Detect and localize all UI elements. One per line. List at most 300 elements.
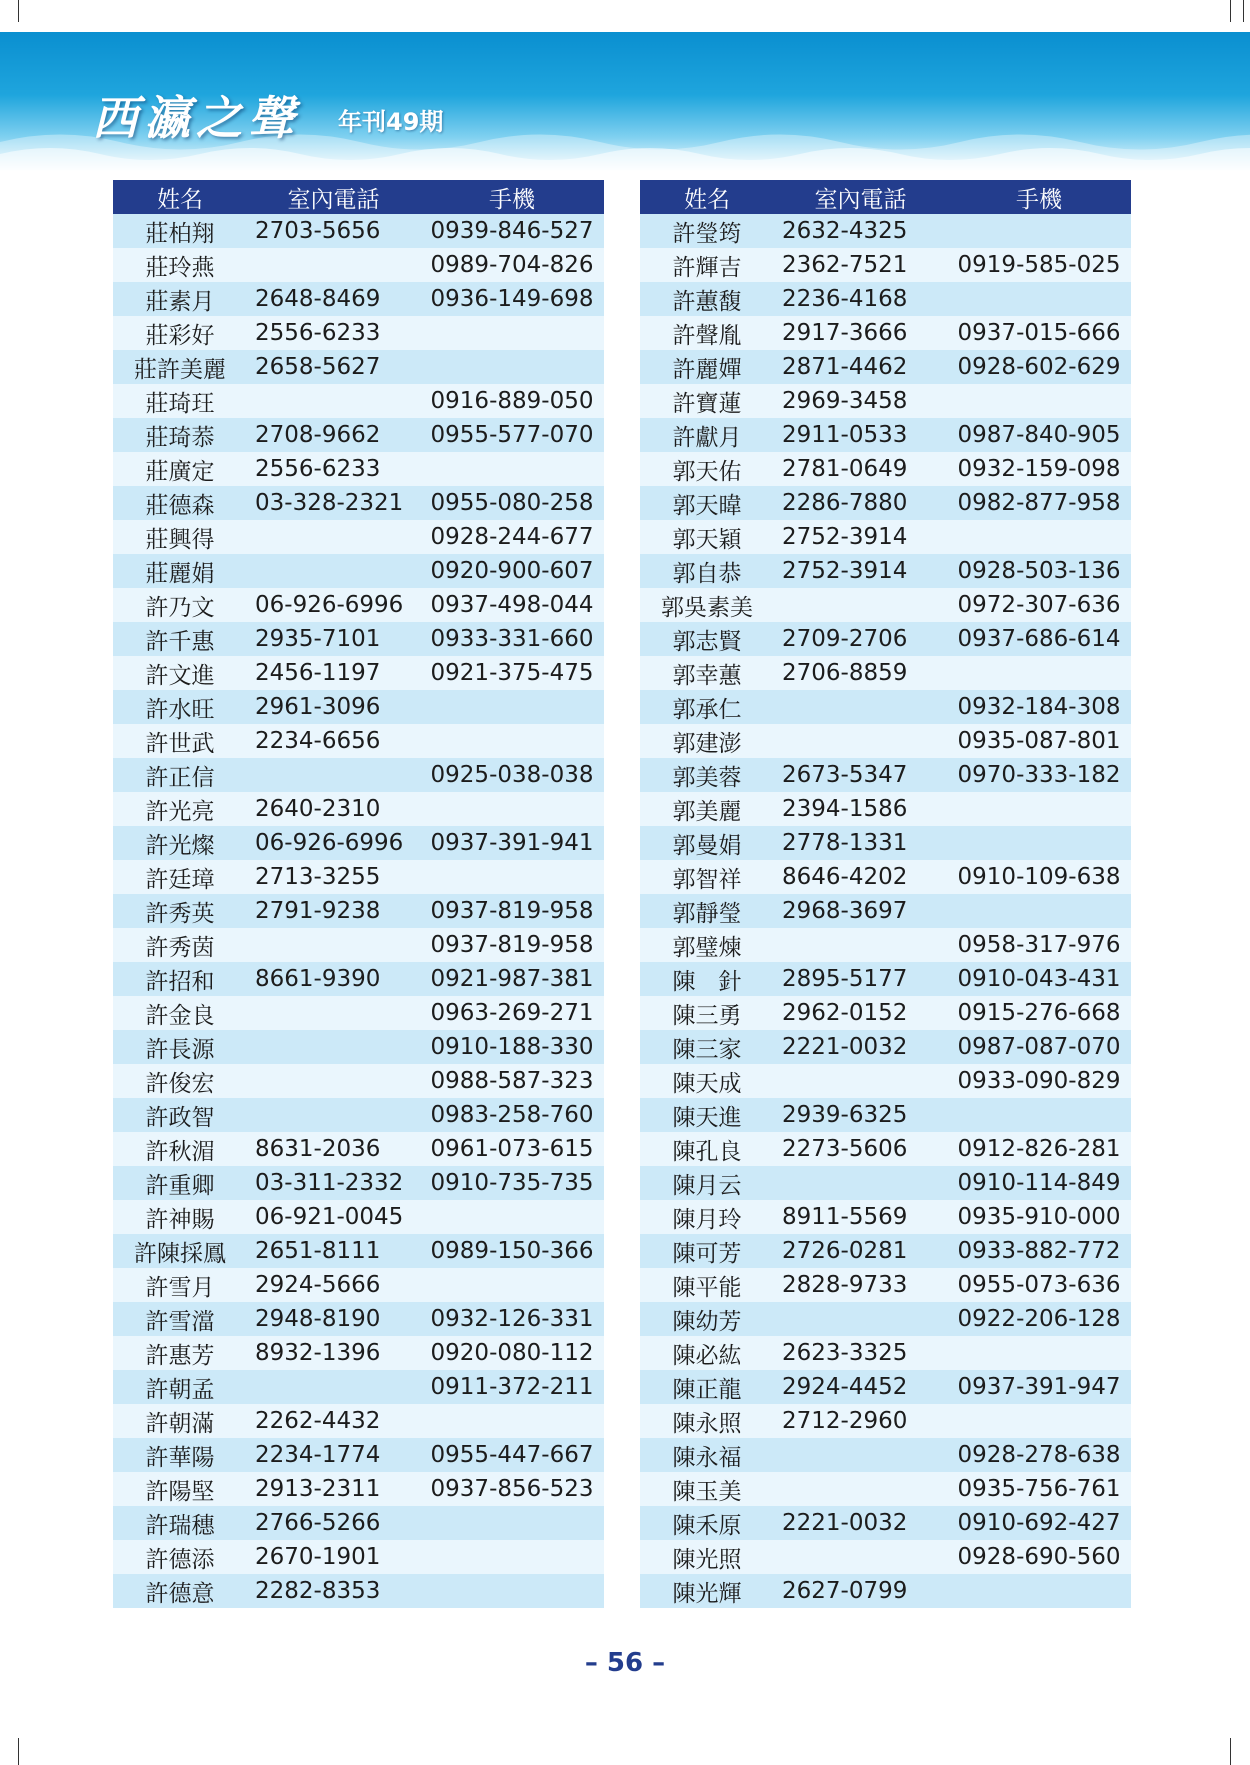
table-row xyxy=(640,928,1131,962)
mobile-cell: 0937-819-958 xyxy=(420,928,604,962)
tel-cell: 2948-8190 xyxy=(247,1302,420,1336)
name-cell: 陳平能 xyxy=(640,1268,774,1302)
name-cell: 郭自恭 xyxy=(640,554,774,588)
tel-cell: 2556-6233 xyxy=(247,316,420,350)
table-row xyxy=(640,1404,1131,1438)
tel-cell xyxy=(247,384,420,418)
table-row xyxy=(640,792,1131,826)
mobile-cell: 0933-090-829 xyxy=(947,1064,1131,1098)
tel-cell: 2828-9733 xyxy=(774,1268,947,1302)
tel-cell: 2917-3666 xyxy=(774,316,947,350)
name-cell: 郭天暐 xyxy=(640,486,774,520)
crop-mark xyxy=(18,0,19,22)
table-row xyxy=(113,928,604,962)
mobile-cell: 0955-073-636 xyxy=(947,1268,1131,1302)
name-cell: 陳玉美 xyxy=(640,1472,774,1506)
mobile-cell: 0912-826-281 xyxy=(947,1132,1131,1166)
mobile-cell xyxy=(420,350,604,384)
mobile-cell: 0983-258-760 xyxy=(420,1098,604,1132)
mobile-cell: 0910-114-849 xyxy=(947,1166,1131,1200)
mobile-cell: 0925-038-038 xyxy=(420,758,604,792)
mobile-cell: 0928-244-677 xyxy=(420,520,604,554)
table-row xyxy=(113,418,604,452)
table-row xyxy=(640,622,1131,656)
name-cell: 許光燦 xyxy=(113,826,247,860)
name-cell: 陳天成 xyxy=(640,1064,774,1098)
mobile-cell xyxy=(947,1404,1131,1438)
tel-cell: 2648-8469 xyxy=(247,282,420,316)
mobile-cell: 0932-126-331 xyxy=(420,1302,604,1336)
name-cell: 陳天進 xyxy=(640,1098,774,1132)
table-row xyxy=(113,826,604,860)
mobile-cell xyxy=(420,1404,604,1438)
mobile-cell: 0910-109-638 xyxy=(947,860,1131,894)
mobile-cell: 0937-856-523 xyxy=(420,1472,604,1506)
column-header-tel: 室內電話 xyxy=(247,180,420,214)
mobile-cell: 0933-882-772 xyxy=(947,1234,1131,1268)
name-cell: 許世武 xyxy=(113,724,247,758)
table-row xyxy=(640,1540,1131,1574)
table-row xyxy=(113,1234,604,1268)
table-row xyxy=(113,758,604,792)
mobile-cell: 0963-269-271 xyxy=(420,996,604,1030)
table-row xyxy=(113,1098,604,1132)
tel-cell: 03-311-2332 xyxy=(247,1166,420,1200)
tel-cell: 2791-9238 xyxy=(247,894,420,928)
mobile-cell: 0937-819-958 xyxy=(420,894,604,928)
tel-cell: 8661-9390 xyxy=(247,962,420,996)
table-row xyxy=(113,384,604,418)
tel-cell: 8631-2036 xyxy=(247,1132,420,1166)
tel-cell xyxy=(774,1438,947,1472)
table-row xyxy=(640,520,1131,554)
table-row xyxy=(113,1438,604,1472)
name-cell: 郭曼娟 xyxy=(640,826,774,860)
name-cell: 許瑞穗 xyxy=(113,1506,247,1540)
name-cell: 許蕙馥 xyxy=(640,282,774,316)
tel-cell: 2895-5177 xyxy=(774,962,947,996)
tel-cell: 2623-3325 xyxy=(774,1336,947,1370)
mobile-cell xyxy=(947,1336,1131,1370)
mobile-cell: 0928-690-560 xyxy=(947,1540,1131,1574)
table-row xyxy=(640,214,1131,248)
table-row xyxy=(113,316,604,350)
name-cell: 許重卿 xyxy=(113,1166,247,1200)
tel-cell xyxy=(774,690,947,724)
tel-cell: 2939-6325 xyxy=(774,1098,947,1132)
tel-cell: 03-328-2321 xyxy=(247,486,420,520)
mobile-cell: 0937-391-941 xyxy=(420,826,604,860)
tel-cell: 2713-3255 xyxy=(247,860,420,894)
column-header-mobile: 手機 xyxy=(947,180,1131,214)
name-cell: 莊玲燕 xyxy=(113,248,247,282)
table-row xyxy=(640,1166,1131,1200)
table-row xyxy=(113,588,604,622)
table-row xyxy=(640,248,1131,282)
mobile-cell: 0961-073-615 xyxy=(420,1132,604,1166)
magazine-title: 西瀛之聲 xyxy=(92,91,300,145)
tel-cell: 2221-0032 xyxy=(774,1506,947,1540)
tel-cell: 2752-3914 xyxy=(774,554,947,588)
name-cell: 郭美蓉 xyxy=(640,758,774,792)
name-cell: 陳三勇 xyxy=(640,996,774,1030)
table-row xyxy=(640,1370,1131,1404)
name-cell: 許俊宏 xyxy=(113,1064,247,1098)
tel-cell xyxy=(774,1540,947,1574)
tel-cell: 2924-5666 xyxy=(247,1268,420,1302)
tel-cell: 2394-1586 xyxy=(774,792,947,826)
name-cell: 許陽堅 xyxy=(113,1472,247,1506)
tel-cell: 2766-5266 xyxy=(247,1506,420,1540)
mobile-cell: 0937-498-044 xyxy=(420,588,604,622)
tel-cell xyxy=(247,554,420,588)
mobile-cell: 0937-015-666 xyxy=(947,316,1131,350)
name-cell: 許獻月 xyxy=(640,418,774,452)
mobile-cell: 0989-150-366 xyxy=(420,1234,604,1268)
mobile-cell: 0910-735-735 xyxy=(420,1166,604,1200)
tel-cell: 2962-0152 xyxy=(774,996,947,1030)
table-row xyxy=(640,1574,1131,1608)
name-cell: 莊彩好 xyxy=(113,316,247,350)
tel-cell: 2752-3914 xyxy=(774,520,947,554)
mobile-cell: 0915-276-668 xyxy=(947,996,1131,1030)
table-row xyxy=(113,248,604,282)
name-cell: 許招和 xyxy=(113,962,247,996)
tel-cell xyxy=(774,724,947,758)
table-row xyxy=(113,1472,604,1506)
table-row xyxy=(113,1404,604,1438)
mobile-cell xyxy=(947,792,1131,826)
name-cell: 許瑩筠 xyxy=(640,214,774,248)
name-cell: 許乃文 xyxy=(113,588,247,622)
name-cell: 陳光輝 xyxy=(640,1574,774,1608)
mobile-cell: 0920-080-112 xyxy=(420,1336,604,1370)
table-row xyxy=(640,826,1131,860)
mobile-cell: 0928-278-638 xyxy=(947,1438,1131,1472)
mobile-cell: 0937-686-614 xyxy=(947,622,1131,656)
name-cell: 陳可芳 xyxy=(640,1234,774,1268)
name-cell: 郭承仁 xyxy=(640,690,774,724)
name-cell: 許寶蓮 xyxy=(640,384,774,418)
tel-cell: 06-921-0045 xyxy=(247,1200,420,1234)
name-cell: 陳幼芳 xyxy=(640,1302,774,1336)
tel-cell: 2673-5347 xyxy=(774,758,947,792)
tel-cell xyxy=(774,1064,947,1098)
table-row xyxy=(640,758,1131,792)
tel-cell: 2911-0533 xyxy=(774,418,947,452)
tel-cell: 2632-4325 xyxy=(774,214,947,248)
table-row xyxy=(640,282,1131,316)
name-cell: 郭吳素美 xyxy=(640,588,774,622)
mobile-cell: 0920-900-607 xyxy=(420,554,604,588)
mobile-cell: 0955-080-258 xyxy=(420,486,604,520)
name-cell: 莊德森 xyxy=(113,486,247,520)
table-row xyxy=(640,486,1131,520)
table-row xyxy=(640,554,1131,588)
name-cell: 許正信 xyxy=(113,758,247,792)
tel-cell xyxy=(247,1030,420,1064)
tel-cell: 2703-5656 xyxy=(247,214,420,248)
name-cell: 郭天佑 xyxy=(640,452,774,486)
tel-cell: 2706-8859 xyxy=(774,656,947,690)
name-cell: 陳 針 xyxy=(640,962,774,996)
name-cell: 陳正龍 xyxy=(640,1370,774,1404)
name-cell: 陳永福 xyxy=(640,1438,774,1472)
mobile-cell: 0982-877-958 xyxy=(947,486,1131,520)
name-cell: 許輝吉 xyxy=(640,248,774,282)
tel-cell xyxy=(247,520,420,554)
table-row xyxy=(640,452,1131,486)
mobile-cell xyxy=(420,1506,604,1540)
tel-cell: 8911-5569 xyxy=(774,1200,947,1234)
mobile-cell xyxy=(420,1540,604,1574)
table-row xyxy=(113,1574,604,1608)
column-header-mobile: 手機 xyxy=(420,180,604,214)
mobile-cell xyxy=(947,656,1131,690)
name-cell: 郭美麗 xyxy=(640,792,774,826)
name-cell: 許水旺 xyxy=(113,690,247,724)
crop-mark xyxy=(18,1738,19,1765)
mobile-cell xyxy=(420,1268,604,1302)
tel-cell: 2968-3697 xyxy=(774,894,947,928)
table-row xyxy=(640,656,1131,690)
mobile-cell xyxy=(947,894,1131,928)
table-row xyxy=(640,1234,1131,1268)
table-row xyxy=(113,554,604,588)
tel-cell: 2286-7880 xyxy=(774,486,947,520)
name-cell: 許德添 xyxy=(113,1540,247,1574)
mobile-cell xyxy=(420,724,604,758)
name-cell: 莊麗娟 xyxy=(113,554,247,588)
tel-cell: 2234-1774 xyxy=(247,1438,420,1472)
name-cell: 陳孔良 xyxy=(640,1132,774,1166)
tel-cell: 2234-6656 xyxy=(247,724,420,758)
table-row xyxy=(113,214,604,248)
tel-cell xyxy=(247,1098,420,1132)
table-row xyxy=(113,622,604,656)
tel-cell xyxy=(247,996,420,1030)
table-row xyxy=(113,1030,604,1064)
mobile-cell xyxy=(420,316,604,350)
table-row xyxy=(113,1370,604,1404)
name-cell: 郭靜瑩 xyxy=(640,894,774,928)
name-cell: 郭璧煉 xyxy=(640,928,774,962)
table-row xyxy=(113,1506,604,1540)
table-row xyxy=(113,690,604,724)
name-cell: 郭智祥 xyxy=(640,860,774,894)
tel-cell xyxy=(247,1064,420,1098)
name-cell: 莊廣定 xyxy=(113,452,247,486)
mobile-cell: 0935-910-000 xyxy=(947,1200,1131,1234)
table-row xyxy=(113,1132,604,1166)
table-row xyxy=(640,1336,1131,1370)
mobile-cell: 0910-692-427 xyxy=(947,1506,1131,1540)
mobile-cell: 0955-447-667 xyxy=(420,1438,604,1472)
table-row xyxy=(113,860,604,894)
tel-cell xyxy=(774,1472,947,1506)
table-row xyxy=(113,282,604,316)
name-cell: 陳必紘 xyxy=(640,1336,774,1370)
tel-cell: 2236-4168 xyxy=(774,282,947,316)
name-cell: 郭志賢 xyxy=(640,622,774,656)
name-cell: 許德意 xyxy=(113,1574,247,1608)
tel-cell: 2961-3096 xyxy=(247,690,420,724)
table-row xyxy=(640,588,1131,622)
table-row xyxy=(113,1200,604,1234)
table-row xyxy=(113,1268,604,1302)
name-cell: 許麗嬋 xyxy=(640,350,774,384)
mobile-cell xyxy=(420,690,604,724)
name-cell: 許秀英 xyxy=(113,894,247,928)
tel-cell: 2935-7101 xyxy=(247,622,420,656)
table-row xyxy=(113,1302,604,1336)
mobile-cell: 0910-043-431 xyxy=(947,962,1131,996)
tel-cell xyxy=(774,1166,947,1200)
mobile-cell: 0928-503-136 xyxy=(947,554,1131,588)
mobile-cell xyxy=(420,1200,604,1234)
mobile-cell xyxy=(947,384,1131,418)
mobile-cell: 0933-331-660 xyxy=(420,622,604,656)
directory-table-left xyxy=(113,180,604,1608)
table-row xyxy=(113,724,604,758)
name-cell: 郭天穎 xyxy=(640,520,774,554)
table-row xyxy=(113,486,604,520)
table-row xyxy=(113,996,604,1030)
mobile-cell: 0972-307-636 xyxy=(947,588,1131,622)
tel-cell: 2262-4432 xyxy=(247,1404,420,1438)
table-row xyxy=(640,962,1131,996)
page-number: – 56 – xyxy=(584,1648,666,1678)
tel-cell: 2456-1197 xyxy=(247,656,420,690)
mobile-cell: 0989-704-826 xyxy=(420,248,604,282)
mobile-cell: 0922-206-128 xyxy=(947,1302,1131,1336)
table-row xyxy=(640,350,1131,384)
name-cell: 莊柏翔 xyxy=(113,214,247,248)
name-cell: 莊素月 xyxy=(113,282,247,316)
mobile-cell: 0921-987-381 xyxy=(420,962,604,996)
name-cell: 許金良 xyxy=(113,996,247,1030)
mobile-cell: 0939-846-527 xyxy=(420,214,604,248)
name-cell: 許千惠 xyxy=(113,622,247,656)
mobile-cell: 0935-087-801 xyxy=(947,724,1131,758)
table-row xyxy=(640,894,1131,928)
table-row xyxy=(640,418,1131,452)
crop-mark xyxy=(1243,0,1244,22)
tel-cell: 2658-5627 xyxy=(247,350,420,384)
tel-cell xyxy=(774,928,947,962)
mobile-cell: 0955-577-070 xyxy=(420,418,604,452)
mobile-cell xyxy=(947,520,1131,554)
tel-cell: 2221-0032 xyxy=(774,1030,947,1064)
table-row xyxy=(640,724,1131,758)
name-cell: 陳禾原 xyxy=(640,1506,774,1540)
tel-cell: 2273-5606 xyxy=(774,1132,947,1166)
tel-cell: 2781-0649 xyxy=(774,452,947,486)
table-row xyxy=(113,1336,604,1370)
table-row xyxy=(113,1540,604,1574)
column-header-tel: 室內電話 xyxy=(774,180,947,214)
column-header-name: 姓名 xyxy=(640,180,774,214)
tel-cell: 2778-1331 xyxy=(774,826,947,860)
name-cell: 許光亮 xyxy=(113,792,247,826)
tel-cell xyxy=(774,588,947,622)
tel-cell: 2709-2706 xyxy=(774,622,947,656)
name-cell: 陳月云 xyxy=(640,1166,774,1200)
mobile-cell: 0910-188-330 xyxy=(420,1030,604,1064)
tel-cell xyxy=(247,248,420,282)
column-header-name: 姓名 xyxy=(113,180,247,214)
table-row xyxy=(113,656,604,690)
tel-cell: 8646-4202 xyxy=(774,860,947,894)
table-row xyxy=(640,1268,1131,1302)
table-row xyxy=(640,316,1131,350)
mobile-cell: 0970-333-182 xyxy=(947,758,1131,792)
table-row xyxy=(640,860,1131,894)
tel-cell xyxy=(774,1302,947,1336)
name-cell: 郭建澎 xyxy=(640,724,774,758)
tel-cell: 2651-8111 xyxy=(247,1234,420,1268)
mobile-cell xyxy=(947,282,1131,316)
table-row xyxy=(113,1166,604,1200)
table-row xyxy=(640,996,1131,1030)
mobile-cell: 0988-587-323 xyxy=(420,1064,604,1098)
mobile-cell: 0932-184-308 xyxy=(947,690,1131,724)
tel-cell: 2640-2310 xyxy=(247,792,420,826)
mobile-cell xyxy=(947,1098,1131,1132)
mobile-cell: 0987-840-905 xyxy=(947,418,1131,452)
mobile-cell: 0916-889-050 xyxy=(420,384,604,418)
mobile-cell xyxy=(420,1574,604,1608)
mobile-cell: 0937-391-947 xyxy=(947,1370,1131,1404)
name-cell: 許政智 xyxy=(113,1098,247,1132)
tel-cell: 2969-3458 xyxy=(774,384,947,418)
name-cell: 莊許美麗 xyxy=(113,350,247,384)
name-cell: 莊琦玨 xyxy=(113,384,247,418)
table-row xyxy=(640,384,1131,418)
mobile-cell xyxy=(420,860,604,894)
mobile-cell xyxy=(947,214,1131,248)
name-cell: 陳月玲 xyxy=(640,1200,774,1234)
tel-cell: 2708-9662 xyxy=(247,418,420,452)
tel-cell: 2924-4452 xyxy=(774,1370,947,1404)
crop-mark xyxy=(1230,0,1231,22)
name-cell: 許廷璋 xyxy=(113,860,247,894)
tel-cell: 2556-6233 xyxy=(247,452,420,486)
name-cell: 陳永照 xyxy=(640,1404,774,1438)
mobile-cell: 0921-375-475 xyxy=(420,656,604,690)
mobile-cell: 0935-756-761 xyxy=(947,1472,1131,1506)
crop-mark xyxy=(1230,1738,1231,1765)
name-cell: 許神賜 xyxy=(113,1200,247,1234)
tel-cell: 2627-0799 xyxy=(774,1574,947,1608)
mobile-cell xyxy=(947,826,1131,860)
tel-cell: 8932-1396 xyxy=(247,1336,420,1370)
name-cell: 許雪澢 xyxy=(113,1302,247,1336)
table-row xyxy=(113,962,604,996)
table-row xyxy=(640,690,1131,724)
table-row xyxy=(640,1132,1131,1166)
name-cell: 郭幸蕙 xyxy=(640,656,774,690)
table-row xyxy=(113,452,604,486)
tel-cell xyxy=(247,1370,420,1404)
table-row xyxy=(113,350,604,384)
table-row xyxy=(640,1302,1131,1336)
name-cell: 許惠芳 xyxy=(113,1336,247,1370)
mobile-cell: 0919-585-025 xyxy=(947,248,1131,282)
tel-cell: 2362-7521 xyxy=(774,248,947,282)
name-cell: 許秋湄 xyxy=(113,1132,247,1166)
name-cell: 莊興得 xyxy=(113,520,247,554)
